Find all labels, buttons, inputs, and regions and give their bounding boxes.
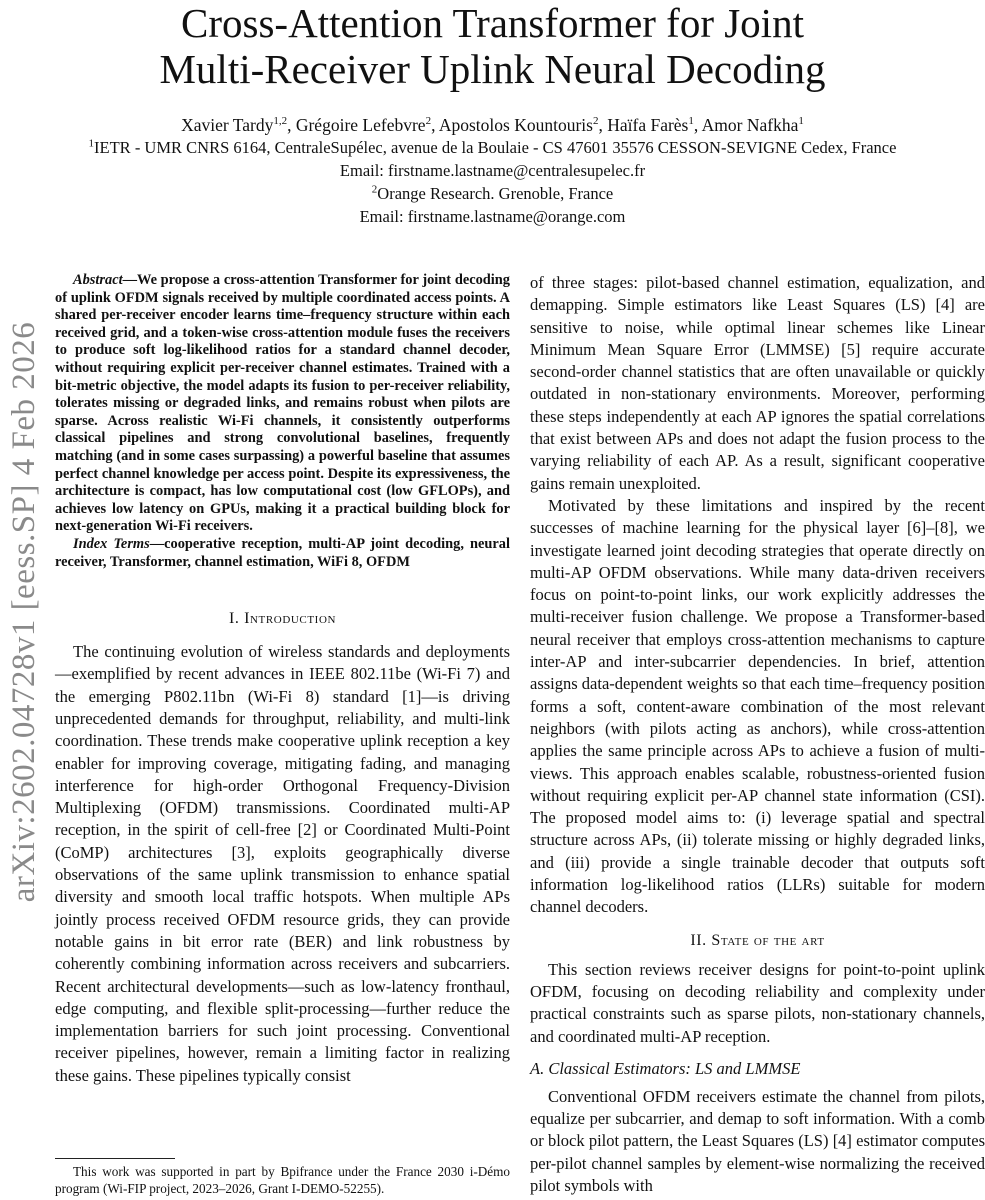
section-heading-state-of-the-art: II. State of the art <box>690 931 825 949</box>
author-list <box>0 114 985 136</box>
title-block <box>0 0 985 228</box>
author: Apostolos Kountouris$^2$, <box>438 115 608 135</box>
intro-continued-paragraph: of three stages: pilot-based channel estimation, equalization, and demapping. Simple estimators like Least Squares (LS) [4] are sensitive to noise, while optimal linear schemes like Linear Minimum Mean Square Error (LMMSE) [5] require accurate second-order channel statistics that are often unavailable or quickly outdated in non-stationary environments. Moreover, performing these steps independently at each AP ignores the spatial correlations that exist between APs and does not adapt the fusion process to the varying reliability of each AP. As a result, significant cooperative gains remain unexploited. <box>530 273 985 493</box>
right-column <box>530 272 985 1197</box>
state-of-art-paragraph: This section reviews receiver designs for point-to-point uplink OFDM, focusing on decoding reliability and complexity under practical constraints such as sparse pilots, non-stationary channels, and coordinated multi-AP reception. <box>530 959 985 1046</box>
author: Xavier Tardy$^{1,2}$, <box>181 115 296 135</box>
abstract <box>55 272 510 536</box>
index-terms-label: Index Terms <box>73 535 150 552</box>
author: Haïfa Farès$^1$, <box>607 115 702 135</box>
paper-title-line-1: Cross-Attention Transformer for Joint <box>181 0 804 46</box>
funding-footnote: This work was supported in part by Bpifrance under the France 2030 i-Démo program (Wi-FIP project, 2023–2026, Grant I-DEMO-52255). <box>55 1164 510 1196</box>
index-terms-text: —cooperative reception, multi-AP joint decoding, neural receiver, Transformer, channel estimation, WiFi 8, OFDM <box>55 535 510 570</box>
email-2: Email: firstname.lastname@orange.com <box>359 207 626 226</box>
affiliation-2: $^2$Orange Research. Grenoble, France <box>371 183 614 203</box>
index-terms <box>55 536 510 571</box>
abstract-text: —We propose a cross-attention Transformer for joint decoding of uplink OFDM signals received by multiple coordinated access points. A shared per-receiver encoder learns time–frequency structure within each received grid, and a token-wise cross-attention module fuses the receivers to produce soft log-likelihood ratios for a standard channel decoder, without requiring explicit per-receiver channel estimates. Trained with a bit-metric objective, the model adapts its fusion to per-receiver reliability, tolerates missing or degraded links, and remains robust when pilots are sparse. Across realistic Wi-Fi channels, it consistently outperforms classical pipelines and strong convolutional baselines, frequently matching (and in some cases surpassing) a powerful baseline that assumes perfect channel knowledge per access point. Despite its expressiveness, the architecture is compact, has low computational cost (low GFLOPs), and achieves low latency on GPUs, making it a practical building block for next-generation Wi-Fi receivers. <box>55 272 510 535</box>
subsection-heading-classical-estimators: A. Classical Estimators: LS and LMMSE <box>530 1058 801 1078</box>
intro-paragraph: The continuing evolution of wireless standards and deployments—exemplified by recent advances in IEEE 802.11be (Wi-Fi 7) and the emerging P802.11bn (Wi-Fi 8) standard [1]—is driving unprecedented demands for throughput, reliability, and multi-link coordination. These trends make cooperative uplink reception a key enabler for improving coverage, mitigating fading, and managing interference for high-order Orthogonal Frequency-Division Multiplexing (OFDM) transmissions. Coordinated multi-AP reception, in the spirit of cell-free [2] or Coordinated Multi-Point (CoMP) architectures [3], exploits geographically diverse observations of the same uplink transmission to enhance spatial diversity and smooth local traffic hotspots. When multiple APs jointly process received OFDM resource grids, they can provide notable gains in bit error rate (BER) and link robustness by coherently combining information across receivers and subcarriers. Recent architectural developments—such as low-latency fronthaul, edge computing, and flexible split-processing—further reduce the implementation barriers for such joint processing. Conventional receiver pipelines, however, remain a limiting factor in realizing these gains. These pipelines typically consist <box>55 642 510 1085</box>
motivation-paragraph: Motivated by these limitations and inspired by the recent successes of machine learning for the physical layer [6]–[8], we investigate learned joint decoding strategies that operate directly on multi-AP OFDM observations. While many data-driven receivers focus on point-to-point links, our work explicitly addresses the multi-receiver fusion challenge. We propose a Transformer-based neural receiver that employs cross-attention mechanisms to capture inter-AP and inter-subcarrier dependencies. In brief, attention assigns data-dependent weights so that each time–frequency position forms a soft, content-aware combination of the most relevant neighbors (with pilots acting as anchors), while cross-attention applies the same principle across APs to achieve a fusion of multi-views. This approach enables scalable, robustness-oriented fusion without requiring explicit per-AP channel state information (CSI). The proposed model aims to: (i) leverage spatial and spectral structure across APs, (ii) tolerate missing or highly degraded links, and (iii) provide a single trainable decoder that outputs soft information log-likelihood ratios (LLRs) suitable for modern channel decoders. <box>530 495 985 917</box>
abstract-label: Abstract <box>73 272 123 288</box>
section-heading-introduction: I. Introduction <box>228 610 337 628</box>
classical-estimators-paragraph: Conventional OFDM receivers estimate the channel from pilots, equalize per subcarrier, and demap to soft information. With a comb or block pilot pattern, the Least Squares (LS) [4] estimator computes per-pilot channel samples by element-wise normalizing the received pilot symbols with <box>530 1086 985 1195</box>
paper-title-line-2: Multi-Receiver Uplink Neural Decoding <box>159 46 826 92</box>
arxiv-identifier: arXiv:2602.04728v1 [eess.SP] 4 Feb 2026 <box>6 321 42 903</box>
email-1: Email: firstname.lastname@centralesupelec.fr <box>339 161 646 180</box>
author: Grégoire Lefebvre$^2$, <box>295 115 439 135</box>
footnote-divider <box>55 1158 175 1159</box>
left-column <box>55 272 510 1087</box>
author: Amor Nafkha$^1$ <box>701 115 804 135</box>
affiliation-1: $^1$IETR - UMR CNRS 6164, CentraleSupélec, avenue de la Boulaie - CS 47601 35576 CESSON-SEVIGNE Cedex, France <box>88 137 897 157</box>
